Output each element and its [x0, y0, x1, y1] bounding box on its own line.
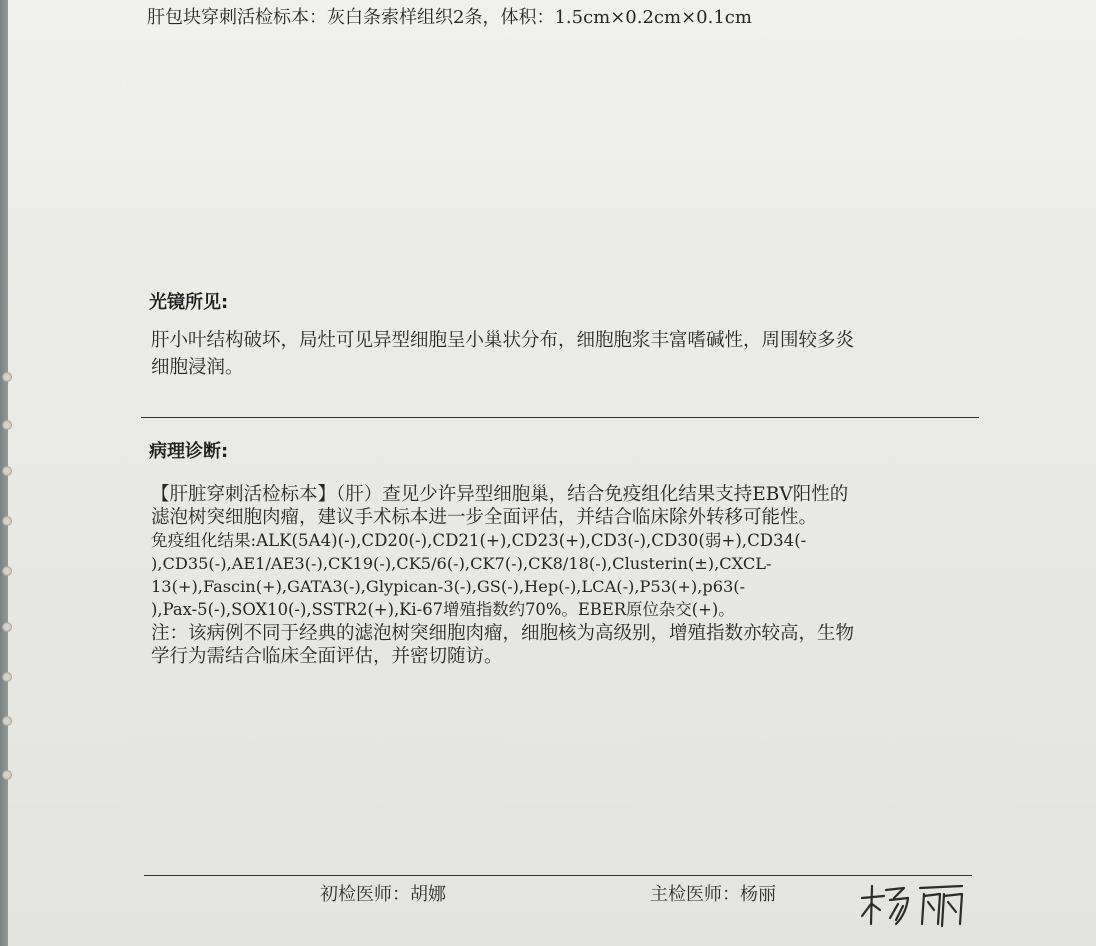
handwritten-signature: [858, 880, 968, 930]
binder-hole: [2, 516, 12, 526]
diagnosis-line-4: ),CD35(-),AE1/AE3(-),CK19(-),CK5/6(-),CK7(-),CK8/18(-),Clusterin(±),CXCL-: [151, 554, 772, 573]
diagnosis-line-5: 13(+),Fascin(+),GATA3(-),Glypican-3(-),GS(-),Hep(-),LCA(-),P53(+),p63(-: [151, 577, 746, 596]
first-examiner-label: 初检医师：胡娜: [320, 884, 446, 905]
binder-hole: [2, 716, 12, 726]
microscopy-line-2: 细胞浸润。: [151, 357, 244, 378]
diagnosis-line-7: 注：该病例不同于经典的滤泡树突细胞肉瘤，细胞核为高级别，增殖指数亦较高，生物: [151, 623, 855, 644]
chief-examiner-label: 主检医师：杨丽: [650, 884, 776, 905]
report-page: [8, 0, 1096, 946]
specimen-description: 肝包块穿刺活检标本：灰白条索样组织2条，体积：1.5cm×0.2cm×0.1cm: [147, 7, 752, 28]
footer-divider: [144, 875, 972, 876]
diagnosis-line-1: 【肝脏穿刺活检标本】（肝）查见少许异型细胞巢，结合免疫组化结果支持EBV阳性的: [151, 484, 849, 505]
diagnosis-line-3: 免疫组化结果:ALK(5A4)(-),CD20(-),CD21(+),CD23(+),CD3(-),CD30(弱+),CD34(-: [151, 531, 807, 550]
binder-hole: [2, 420, 12, 430]
diagnosis-line-8: 学行为需结合临床全面评估，并密切随访。: [151, 646, 503, 667]
microscopy-line-1: 肝小叶结构破坏，局灶可见异型细胞呈小巢状分布，细胞胞浆丰富嗜碱性，周围较多炎: [151, 330, 855, 351]
diagnosis-heading: 病理诊断:: [149, 441, 229, 462]
binder-hole: [2, 622, 12, 632]
section-divider: [141, 417, 979, 418]
diagnosis-line-2: 滤泡树突细胞肉瘤，建议手术标本进一步全面评估，并结合临床除外转移可能性。: [151, 507, 818, 528]
microscopy-heading: 光镜所见:: [149, 292, 229, 313]
binder-hole: [2, 372, 12, 382]
binder-hole: [2, 672, 12, 682]
diagnosis-line-6: ),Pax-5(-),SOX10(-),SSTR2(+),Ki-67增殖指数约70%。EBER原位杂交(+)。: [151, 600, 735, 619]
binder-hole: [2, 566, 12, 576]
binder-hole: [2, 466, 12, 476]
binder-hole: [2, 770, 12, 780]
